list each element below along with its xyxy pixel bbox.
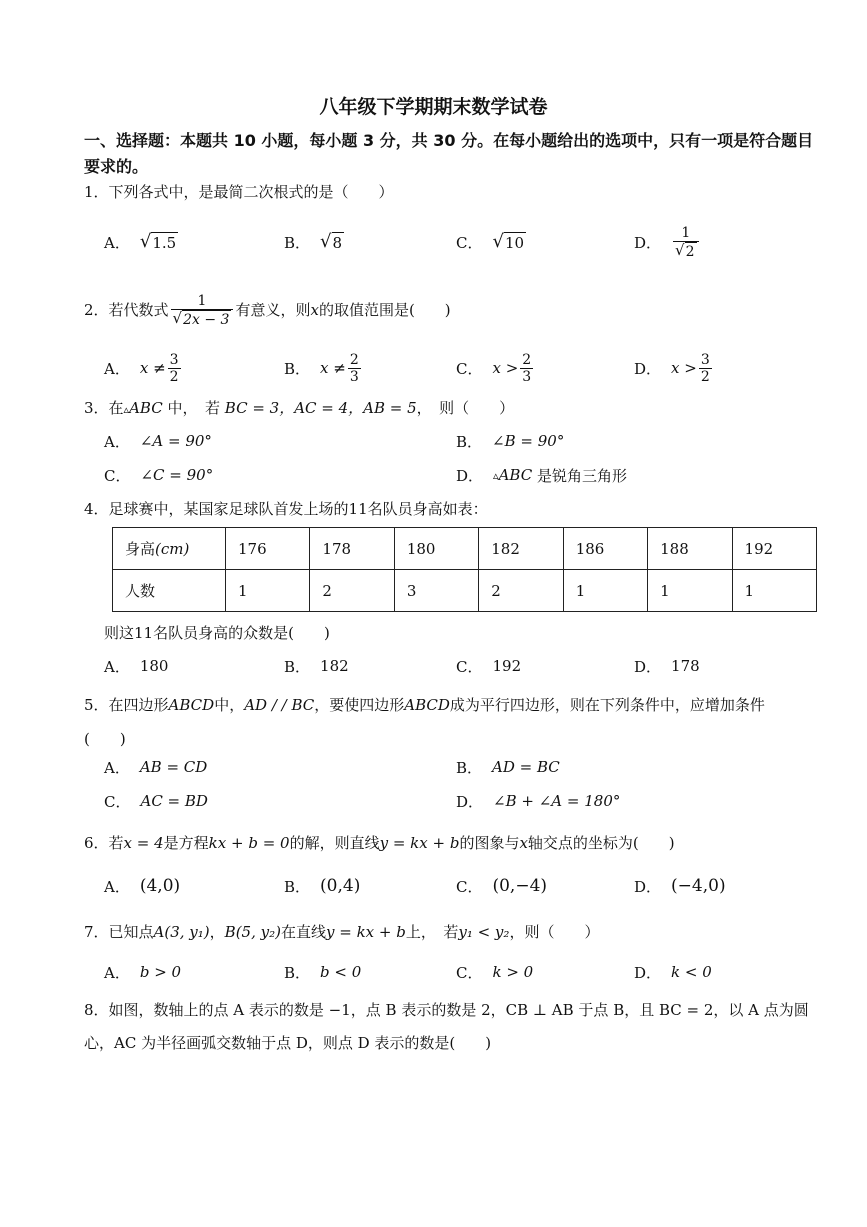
table-cell: 1 [226,570,310,612]
option-d[interactable]: D． 178 [634,657,700,676]
sqrt-expression: √ 1.5 [139,231,177,252]
option-c[interactable]: C． AC = BD [104,792,208,811]
option-a[interactable]: A． b > 0 [104,963,182,982]
option-c[interactable]: C． x > $\frac{2}{3}$ [456,351,532,385]
question-4-prompt: 则这11名队员身高的众数是( ) [104,624,330,642]
question-4: 4．足球赛中，某国家足球队首发上场的11名队员身高如表： [84,500,488,518]
question-8-line-1: 8．如图，数轴上的点 A 表示的数是 −1，点 B 表示的数是 2，CB ⊥ AB 于点 B，且 BC = 2，以 A 点为圆 [84,1001,809,1019]
fraction: 1 √ 2x − 3 [171,293,234,328]
table-cell: 2 [479,570,563,612]
table-cell: 180 [394,528,478,570]
question-3: 3．在▵ABC 中， 若 BC = 3，AC = 4，AB = 5， 则（ ） [84,399,515,417]
fraction: $\frac{3}{2}$ [169,351,179,385]
table-cell: 178 [310,528,394,570]
option-d[interactable]: D． ∠B + ∠A = 180° [456,792,621,811]
fraction: $\frac{3}{2}$ [700,351,710,385]
fraction: 1 √ 2 [673,225,698,260]
question-5-options-row-1 [84,750,824,784]
option-d[interactable]: D． x > $\frac{3}{2}$ [634,351,710,385]
question-6: 6．若x = 4是方程kx + b = 0的解，则直线y = kx + b的图象与x轴交点的坐标为( ) [84,834,675,852]
option-c[interactable]: C． √ 10 [456,231,525,252]
option-b[interactable]: B． 182 [284,657,349,676]
question-7: 7．已知点A(3, y₁)，B(5, y₂)在直线y = kx + b上， 若y₁ < y₂，则（ ） [84,923,600,941]
option-d[interactable]: D． ▵ ABC 是锐角三角形 [456,466,627,485]
fraction: $\frac{2}{3}$ [522,351,532,385]
option-b[interactable]: B． b < 0 [284,963,362,982]
option-b[interactable]: B． √ 8 [284,231,343,252]
table-header-cell: 人数 [113,570,226,612]
question-4-options [84,646,824,686]
option-c[interactable]: C． 192 [456,657,522,676]
option-d[interactable]: D． (−4,0) [634,876,726,896]
table-cell: 186 [563,528,647,570]
question-2: 2．若代数式 1 √ 2x − 3 有意义，则 x 的取值范围是( ) [84,292,451,328]
table-cell: 2 [310,570,394,612]
table-cell: 1 [648,570,732,612]
table-cell: 3 [394,570,478,612]
sqrt-expression: √ 10 [492,231,525,252]
section-heading: 一、选择题：本题共 10 小题，每小题 3 分，共 30 分。在每小题给出的选项中，只有一项是符合题目要求的。 [84,131,814,176]
option-a[interactable]: A． AB = CD [104,758,208,777]
height-table [112,527,817,612]
table-row [113,528,817,570]
question-5-options-row-2 [84,784,824,818]
question-3-options-row-2 [84,458,824,492]
table-cell: 1 [563,570,647,612]
question-1-options [84,222,824,262]
question-6-options [84,866,824,906]
option-b[interactable]: B． ∠B = 90° [456,432,565,451]
option-b[interactable]: B． AD = BC [456,758,560,777]
question-2-options [84,348,824,388]
option-d[interactable]: D． 1 √ 2 [634,222,701,262]
option-c[interactable]: C． ∠C = 90° [104,466,214,485]
question-7-options [84,952,824,992]
question-8 [84,994,824,1060]
option-b[interactable]: B． (0,4) [284,876,361,896]
table-cell: 1 [732,570,816,612]
option-c[interactable]: C． k > 0 [456,963,534,982]
option-b[interactable]: B． x ≠ $\frac{2}{3}$ [284,351,359,385]
option-d[interactable]: D． k < 0 [634,963,712,982]
page-title: 八年级下学期期末数学试卷 [319,96,548,118]
table-cell: 182 [479,528,563,570]
question-8-line-2: 心，AC 为半径画弧交数轴于点 D，则点 D 表示的数是( ) [84,1034,492,1052]
question-5: 5．在四边形ABCD中，AD / / BC，要使四边形ABCD成为平行四边形，则在下列条件中，应增加条件 ( ) [84,696,765,748]
table-cell: 192 [732,528,816,570]
table-header-cell: 身高(cm) [113,528,226,570]
table-row [113,570,817,612]
option-a[interactable]: A． √ 1.5 [104,231,177,252]
option-c[interactable]: C． (0,−4) [456,876,548,896]
option-a[interactable]: A． (4,0) [104,876,181,896]
question-3-options-row-1 [84,424,824,458]
option-a[interactable]: A． x ≠ $\frac{3}{2}$ [104,351,179,385]
table-cell: 188 [648,528,732,570]
option-a[interactable]: A． ∠A = 90° [104,432,212,451]
sqrt-expression: √ 8 [320,231,343,252]
fraction: $\frac{2}{3}$ [349,351,359,385]
table-cell: 176 [226,528,310,570]
option-a[interactable]: A． 180 [104,657,169,676]
question-1: 1．下列各式中，是最简二次根式的是（ ） [84,183,394,201]
